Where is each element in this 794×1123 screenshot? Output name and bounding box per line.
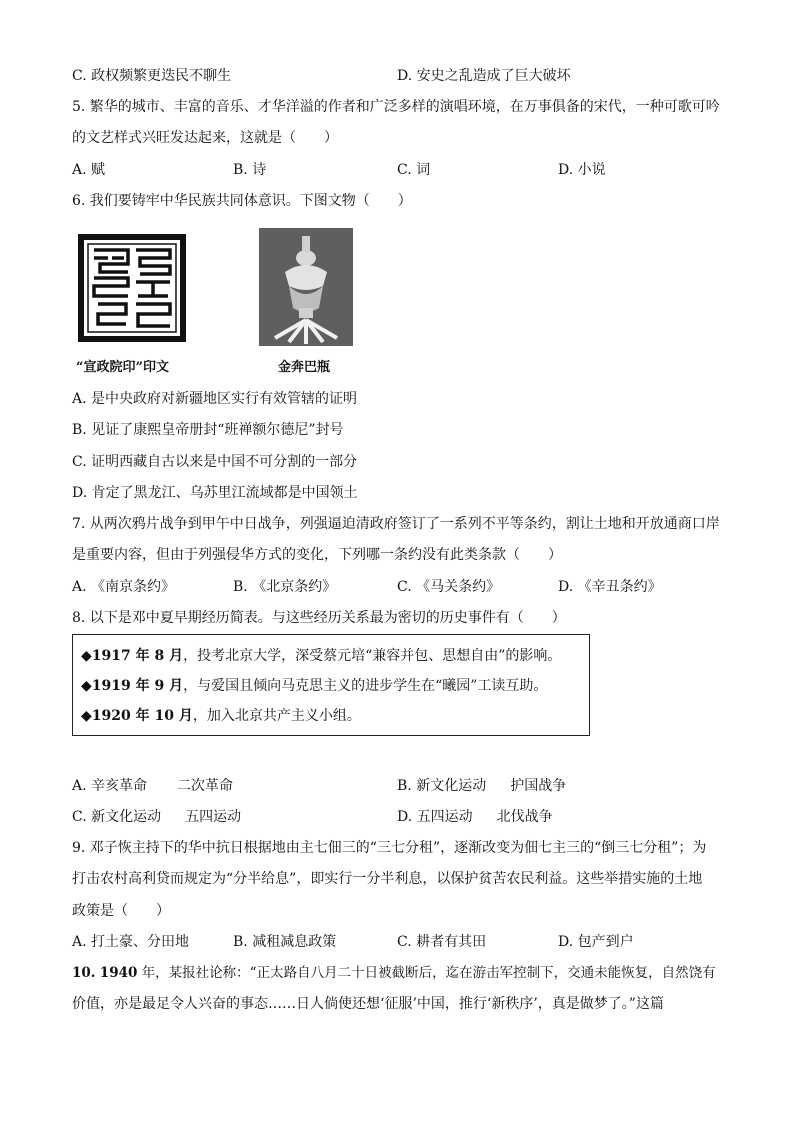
q8-option-d-letter: D.: [397, 809, 413, 825]
q8-option-b-first: 新文化运动: [416, 778, 487, 794]
q7-option-d: D. 《辛丑条约》: [558, 579, 662, 595]
q5-option-d: D. 小说: [558, 162, 606, 178]
q8-option-a: [72, 777, 233, 795]
q8-biography-table: [72, 634, 590, 736]
q5-option-b: B. 诗: [233, 162, 267, 178]
q8-option-d-second: 北伐战争: [496, 809, 553, 825]
seal-pattern-icon: [78, 234, 186, 342]
q10-year: 1940: [99, 965, 138, 981]
q8-item-1-text: ，投考北京大学，深受蔡元培“兼容并包、思想自由”的影响。: [183, 648, 562, 664]
q8-option-b-second: 护国战争: [510, 778, 567, 794]
q5-stem-line1: 5. 繁华的城市、丰富的音乐、才华洋溢的作者和广泛多样的演唱环境，在万事俱备的宋代，一种可歌可吟: [72, 99, 720, 115]
q8-option-a-letter: A.: [72, 778, 87, 794]
golden-urn-image: [259, 228, 353, 346]
q7-stem-line2: 是重要内容，但由于列强侵华方式的变化，下列哪一条约没有此类条款（ ）: [72, 547, 562, 563]
q10-number: 10.: [72, 965, 96, 981]
q5-stem-line2: 的文艺样式兴旺发达起来，这就是（ ）: [72, 130, 338, 146]
q10-stem-line2: 价值，亦是最足令人兴奋的事态……日人倘使还想‘征服’中国，推行‘新秩序’，真是做梦了。”这篇: [72, 996, 664, 1012]
q4-option-d: D. 安史之乱造成了巨大破坏: [397, 68, 571, 84]
q8-item-2-text: ，与爱国且倾向马克思主义的进步学生在“曦园”工读互助。: [183, 678, 548, 694]
q8-option-c: [72, 808, 241, 826]
q8-option-d: [397, 808, 553, 826]
q9-option-a: A. 打土豪、分田地: [72, 934, 190, 950]
q9-option-d: D. 包产到户: [558, 934, 634, 950]
q7-option-a: A. 《南京条约》: [72, 579, 176, 595]
q8-item-3-date: ◆1920 年 10 月: [81, 708, 193, 724]
q7-option-b: B. 《北京条约》: [233, 579, 337, 595]
q9-stem-line2: 打击农村高利贷而规定为“分半给息”，即实行一分半利息，以保护贫苦农民利益。这些举措实施的土地: [72, 871, 703, 887]
q7-option-c: C. 《马关条约》: [397, 579, 501, 595]
q6-option-c: C. 证明西藏自古以来是中国不可分割的一部分: [72, 454, 358, 470]
golden-urn-icon: [259, 228, 353, 346]
q8-option-b: [397, 777, 566, 795]
q8-item-1: [81, 647, 561, 665]
q6-option-d: D. 肯定了黑龙江、乌苏里江流域都是中国领土: [72, 485, 358, 501]
q8-option-c-second: 五四运动: [185, 809, 242, 825]
q8-option-a-second: 二次革命: [177, 778, 234, 794]
q5-option-c: C. 词: [397, 162, 431, 178]
q8-item-2: [81, 677, 547, 695]
q6-option-b: B. 见证了康熙皇帝册封“班禅额尔德尼”封号: [72, 422, 344, 438]
q8-stem: 8. 以下是邓中夏早期经历简表。与这些经历关系最为密切的历史事件有（ ）: [72, 610, 566, 626]
q8-option-c-first: 新文化运动: [91, 809, 162, 825]
q6-stem: 6. 我们要铸牢中华民族共同体意识。下图文物（ ）: [72, 193, 412, 209]
q10-line1-rest: 年，某报社论称：“正太路自八月二十日被截断后，迄在游击军控制下，交通未能恢复，自然饶有: [137, 965, 716, 981]
q8-item-1-date: ◆1917 年 8 月: [81, 648, 184, 664]
q8-option-b-letter: B.: [397, 778, 412, 794]
urn-caption: 金奔巴瓶: [278, 360, 331, 375]
q8-item-2-date: ◆1919 年 9 月: [81, 678, 184, 694]
q9-option-b: B. 减租减息政策: [233, 934, 337, 950]
q10-stem-line1: [72, 964, 716, 982]
q5-option-a: A. 赋: [72, 162, 106, 178]
seal-imprint-image: [78, 234, 186, 342]
q8-option-c-letter: C.: [72, 809, 87, 825]
q9-option-c: C. 耕者有其田: [397, 934, 487, 950]
q8-item-3: [81, 707, 361, 725]
q8-item-3-text: ，加入北京共产主义小组。: [192, 708, 361, 724]
q9-stem-line1: 9. 邓子恢主持下的华中抗日根据地由主七佃三的“三七分租”，逐渐改变为佃七主三的“倒三七分租”；为: [72, 840, 707, 856]
q6-option-a: A. 是中央政府对新疆地区实行有效管辖的证明: [72, 391, 358, 407]
q8-option-d-first: 五四运动: [416, 809, 473, 825]
q8-option-a-first: 辛亥革命: [91, 778, 148, 794]
q9-stem-line3: 政策是（ ）: [72, 903, 170, 919]
seal-caption: “宣政院印”印文: [76, 360, 169, 375]
q4-option-c: C. 政权频繁更迭民不聊生: [72, 68, 232, 84]
q7-stem-line1: 7. 从两次鸦片战争到甲午中日战争，列强逼迫清政府签订了一系列不平等条约，割让土地和开放通商口岸: [72, 516, 720, 532]
